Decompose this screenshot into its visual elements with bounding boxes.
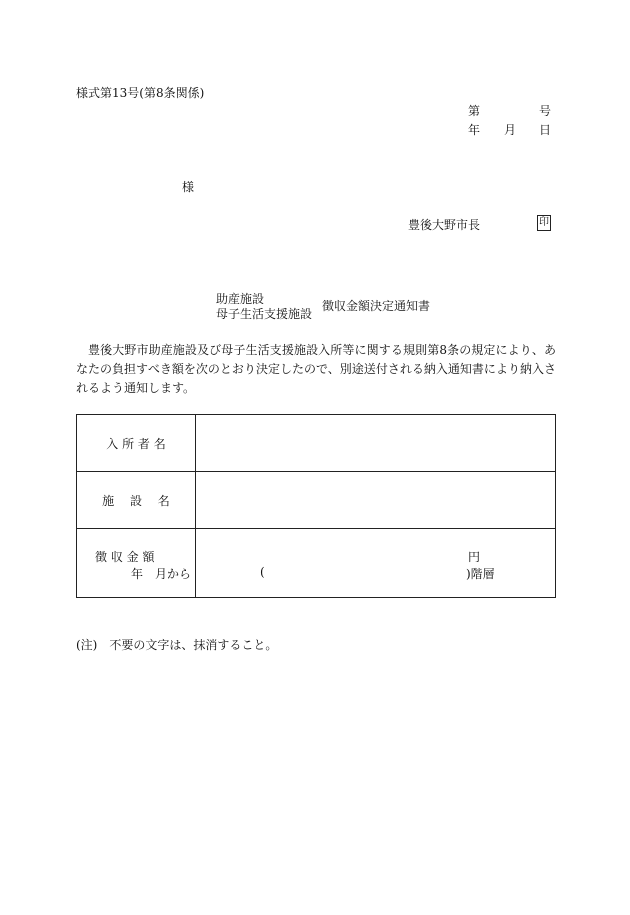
table-row-amount <box>77 529 556 598</box>
date-day-label: 日 <box>539 123 552 137</box>
addressee-honorific: 様 <box>182 180 195 194</box>
resident-name-label-cell <box>77 415 196 472</box>
footnote: (注) 不要の文字は、抹消すること。 <box>76 638 278 652</box>
body-paragraph: 豊後大野市助産施設及び母子生活支援施設入所等に関する規則第8条の規定により、あなたの負担すべき額を次のとおり決定したので、別途送付される納入通知書により納入されるよう通知します。 <box>76 343 556 395</box>
amount-value-cell <box>196 529 556 598</box>
facility-name-label-cell <box>77 472 196 529</box>
tier-paren-close-label: )階層 <box>466 567 495 581</box>
document-number-suffix: 号 <box>539 104 552 118</box>
seal-mark: 印 <box>537 215 551 231</box>
date-year-label: 年 <box>468 123 481 137</box>
notice-title: 徴収金額決定通知書 <box>322 299 431 313</box>
resident-name-value-cell <box>196 415 556 472</box>
facility-type-option-2: 母子生活支援施設 <box>216 307 313 321</box>
amount-label-cell <box>77 529 196 598</box>
issuer-name: 豊後大野市長 <box>408 218 481 232</box>
document-number-prefix: 第 <box>468 104 481 118</box>
table-row-resident <box>77 415 556 472</box>
notice-info-table <box>76 414 556 598</box>
table-row-facility <box>77 472 556 529</box>
yen-unit-label: 円 <box>468 550 481 564</box>
date-month-label: 月 <box>504 123 517 137</box>
facility-name-label: 施 設 名 <box>102 493 170 508</box>
from-month-label: 年 月から <box>131 567 192 581</box>
amount-label: 徴 収 金 額 <box>95 550 155 564</box>
form-number: 様式第13号(第8条関係) <box>76 86 205 100</box>
facility-name-value-cell <box>196 472 556 529</box>
facility-type-option-1: 助産施設 <box>216 292 265 306</box>
tier-paren-open: ( <box>260 565 265 579</box>
resident-name-label: 入 所 者 名 <box>106 436 166 451</box>
